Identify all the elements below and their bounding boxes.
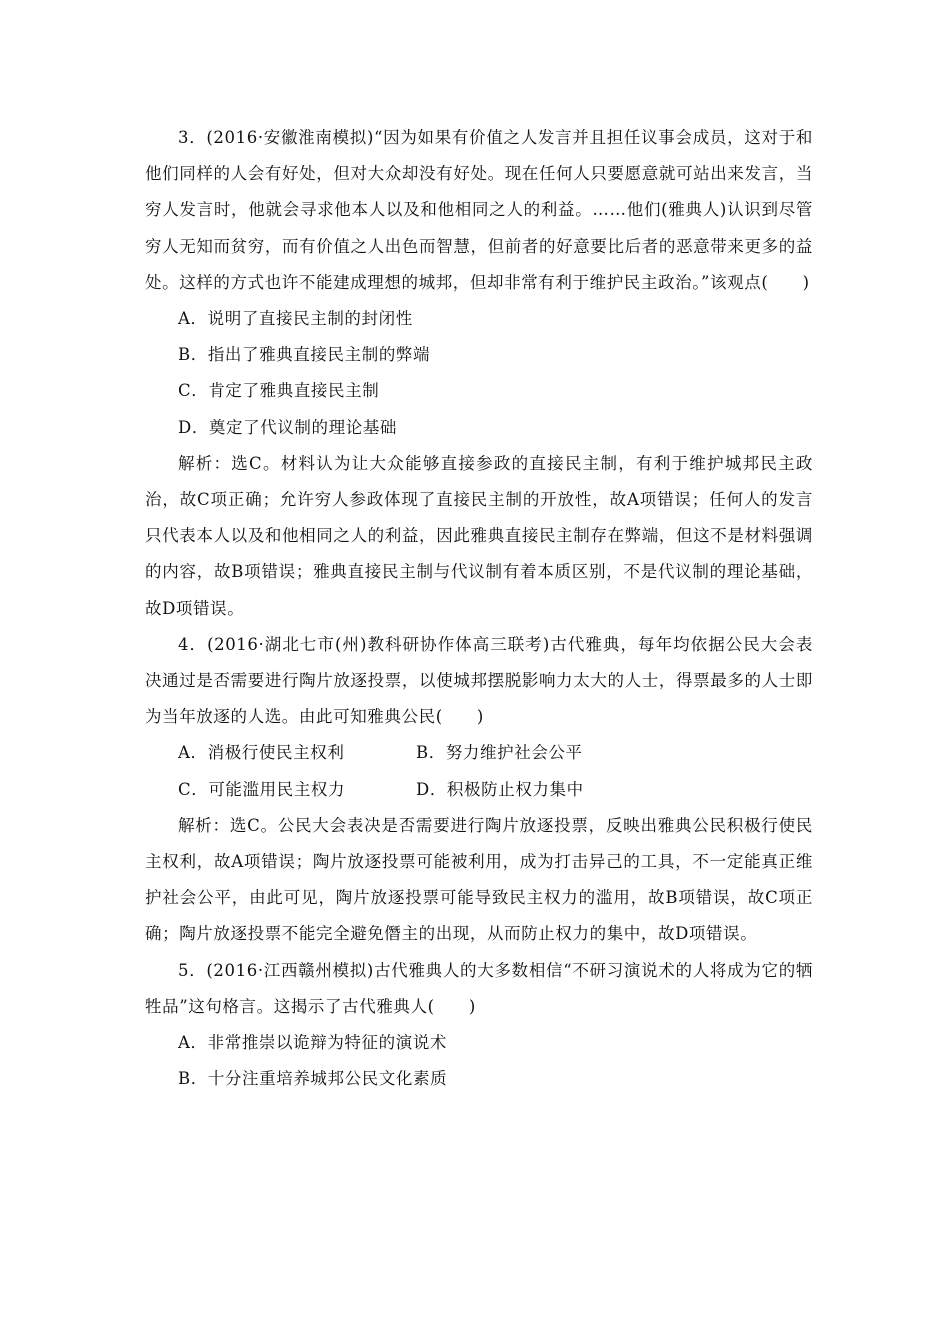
question-4-option-a: A．消极行使民主权利 [178,743,345,763]
question-4-option-b: B．努力维护社会公平 [416,743,583,763]
question-5-option-b: B．十分注重培养城邦公民文化素质 [178,1069,448,1089]
question-3-analysis: 解析：选C。材料认为让大众能够直接参政的直接民主制，有利于维护城邦民主政治，故C项正确；允许穷人参政体现了直接民主制的开放性，故A项错误；任何人的发言只代表本人以及和他相同之人的利益，因此雅典直接民主制存在弊端，但这不是材料强调的内容，故B项错误；雅典直接民主制与代议制有着本质区别，不是代议制的理论基础，故D项错误。 [145,453,813,618]
question-3-option-c: C．肯定了雅典直接民主制 [178,381,380,401]
question-4-options-row-2 [145,772,813,808]
question-5-stem: 5．(2016·江西赣州模拟)古代雅典人的大多数相信“不研习演说术的人将成为它的牺牲品”这句格言。这揭示了古代雅典人( ) [145,960,813,1016]
question-5-option-a: A．非常推崇以诡辩为特征的演说术 [178,1033,448,1053]
question-3-option-a: A．说明了直接民主制的封闭性 [178,309,413,329]
question-4-analysis: 解析：选C。公民大会表决是否需要进行陶片放逐投票，反映出雅典公民积极行使民主权利，故A项错误；陶片放逐投票可能被利用，成为打击异己的工具，不一定能真正维护社会公平，由此可见，陶片放逐投票可能导致民主权力的滥用，故B项错误，故C项正确；陶片放逐投票不能完全避免僭主的出现，从而防止权力的集中，故D项错误。 [145,815,813,944]
question-3-option-b: B．指出了雅典直接民主制的弊端 [178,345,431,365]
question-4-options-row-1 [145,735,813,771]
question-4-stem: 4．(2016·湖北七市(州)教科研协作体高三联考)古代雅典，每年均依据公民大会表决通过是否需要进行陶片放逐投票，以使城邦摆脱影响力太大的人士，得票最多的人士即为当年放逐的人选。由此可知雅典公民( ) [145,634,813,727]
question-3-option-d: D．奠定了代议制的理论基础 [178,417,398,437]
question-4-option-d: D．积极防止权力集中 [416,779,584,799]
question-4-option-c: C．可能滥用民主权力 [178,779,346,799]
document-content [145,120,813,1097]
question-3-stem: 3．(2016·安徽淮南模拟)“因为如果有价值之人发言并且担任议事会成员，这对于和他们同样的人会有好处，但对大众却没有好处。现在任何人只要愿意就可站出来发言，当穷人发言时，他就会寻求他本人以及和他相同之人的利益。……他们(雅典人)认识到尽管穷人无知而贫穷，而有价值之人出色而智慧，但前者的好意要比后者的恶意带来更多的益处。这样的方式也许不能建成理想的城邦，但却非常有利于维护民主政治。”该观点( ) [145,128,813,292]
